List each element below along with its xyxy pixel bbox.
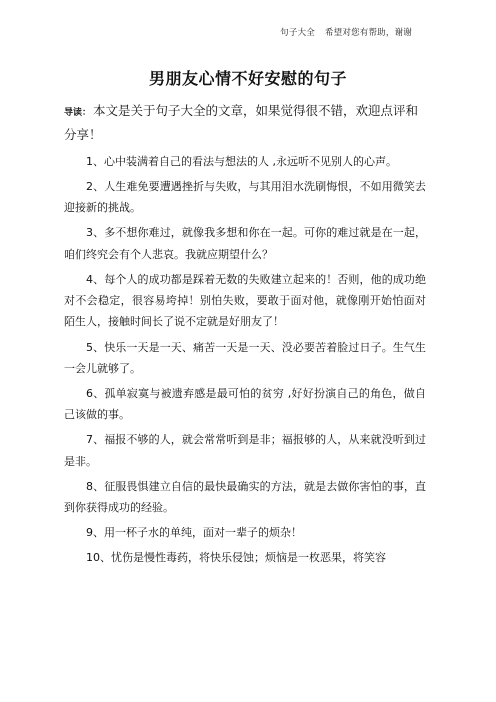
page-header	[280, 26, 412, 38]
document-title: 男朋友心情不好安慰的句子	[148, 69, 347, 88]
sentence-9: 9、用一杯子水的单纯，面对一辈子的烦杂！	[86, 526, 302, 540]
sentence-6: 6、孤单寂寞与被遗弃感是最可怕的贫穷 ,好好扮演自己的角色，做自己该做的事。	[64, 386, 426, 422]
header-site-name: 句子大全	[280, 28, 315, 38]
sentence-5: 5、快乐一天是一天、痛苦一天是一天、没必要苦着脸过日子。生气生一会儿就够了。	[64, 340, 426, 375]
sentence-1: 1、心中装满着自己的看法与想法的人 ,永远听不见别人的心声。	[86, 155, 397, 168]
header-slogan: 希望对您有帮助，谢谢	[324, 28, 412, 38]
intro-text: 本文是关于句子大全的文章，如果觉得很不错，欢迎点评和分享！	[64, 103, 419, 142]
sentence-7: 7、福报不够的人，就会常常听到是非；福报够的人，从来就没听到过是非。	[64, 433, 426, 468]
intro-label: 导读：	[64, 108, 92, 118]
sentence-2: 2、人生难免要遭遇挫折与失败，与其用泪水洗刷悔恨，不如用微笑去迎接新的挑战。	[64, 180, 426, 215]
sentence-3: 3、多不想你难过，就像我多想和你在一起。可你的难过就是在一起，咱们终究会有个人悲哀。我就应期望什么？	[64, 226, 426, 261]
sentence-8: 8、征服畏惧建立自信的最快最确实的方法，就是去做你害怕的事，直到你获得成功的经验。	[64, 479, 426, 515]
sentence-10: 10、忧伤是慢性毒药，将快乐侵蚀；烦恼是一枚恶果，将笑容	[86, 551, 386, 565]
sentence-4: 4、每个人的成功都是踩着无数的失败建立起来的！否则，他的成功绝对不会稳定，很容易垮掉！别怕失败，要敢于面对他，就像刚开始怕面对陌生人，接触时间长了说不定就是好朋友了！	[64, 272, 426, 329]
intro-paragraph	[64, 100, 426, 145]
document-body	[64, 100, 426, 572]
